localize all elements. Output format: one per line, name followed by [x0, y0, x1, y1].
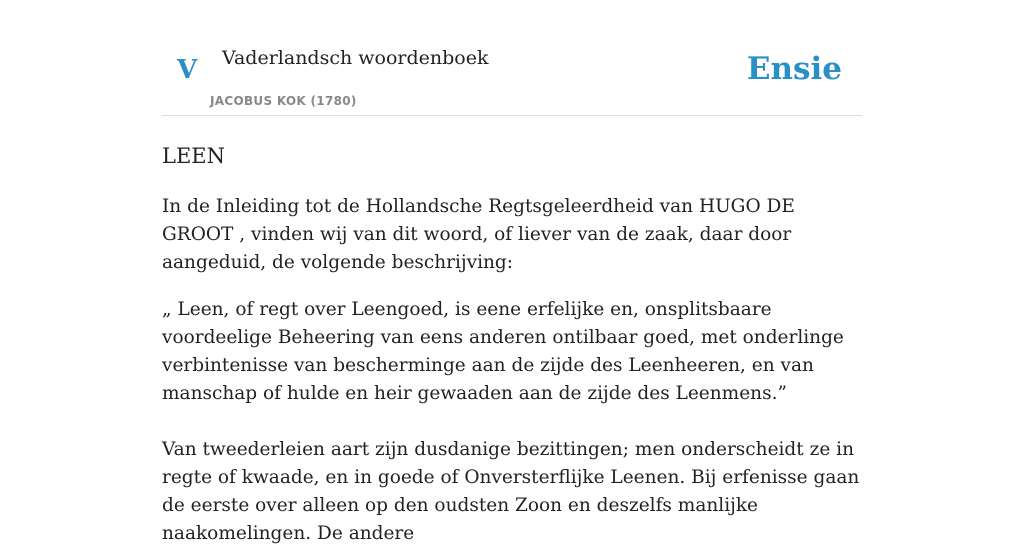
entry-title: LEEN: [162, 144, 225, 168]
book-title-link[interactable]: Vaderlandsch woordenboek: [222, 47, 489, 69]
book-letter-icon[interactable]: V: [177, 55, 198, 85]
entry-paragraph-intro: In de Inleiding tot de Hollandsche Regtsgeleerdheid van HUGO DE GROOT , vinden wij van dit woord, of liever van de zaak, daar door aangeduid, de volgende beschrijving:: [162, 196, 795, 273]
book-author: JACOBUS KOK (1780): [210, 94, 357, 108]
entry-paragraph-body: Van tweederleien aart zijn dusdanige bezittingen; men onderscheidt ze in regte of kwaade, en in goede of Onversterflijke Leenen. Bij erfenisse gaan de eerste over alleen op den oudsten Zoon en deszelfs manlijke naakomelingen. De andere: [162, 439, 860, 544]
page-container: [162, 0, 862, 548]
book-header: [162, 0, 862, 116]
entry-paragraph-quote: „ Leen, of regt over Leengoed, is eene erfelijke en, onsplitsbaare voordeelige Beheering van eens anderen ontilbaar goed, met onderlinge verbintenisse van bescherminge aan de zijde des Leenheeren, en van manschap of hulde en heir gewaaden aan de zijde des Leenmens.”: [162, 299, 844, 404]
ensie-logo-link[interactable]: Ensie: [746, 51, 842, 87]
